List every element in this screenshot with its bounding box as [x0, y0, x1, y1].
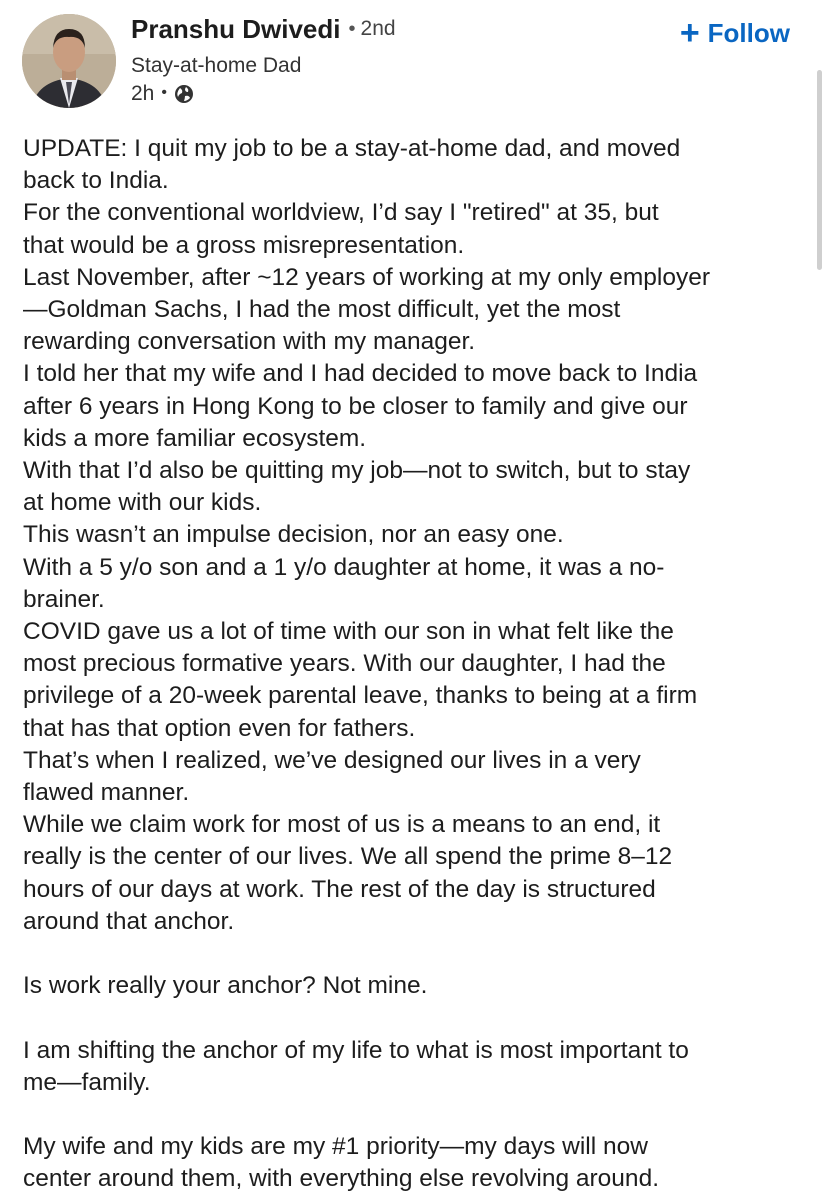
post-body-line: With a 5 y/o son and a 1 y/o daughter at home, it was a no-	[23, 553, 665, 581]
post-body-line: most precious formative years. With our daughter, I had the	[23, 650, 666, 678]
author-headline: Stay-at-home Dad	[131, 54, 302, 77]
post-body-line: at home with our kids.	[23, 489, 262, 517]
post-body-line: center around them, with everything else revolving around.	[23, 1165, 659, 1193]
post-body-line	[23, 1002, 813, 1034]
post-body-line: hours of our days at work. The rest of the day is structured	[23, 875, 656, 903]
post-body	[23, 133, 813, 1194]
post-body-line: after 6 years in Hong Kong to be closer to family and give our	[23, 392, 688, 420]
post-body-line: brainer.	[23, 585, 105, 613]
post-body-line: that would be a gross misrepresentation.	[23, 231, 465, 259]
post-body-line: flawed manner.	[23, 779, 190, 807]
post-body-line: really is the center of our lives. We all spend the prime 8–12	[23, 843, 673, 871]
post-header	[0, 0, 828, 130]
post-body-line: back to India.	[23, 167, 169, 195]
post-body-line: My wife and my kids are my #1 priority—my days will now	[23, 1133, 648, 1161]
post-body-line: rewarding conversation with my manager.	[23, 328, 476, 356]
connection-degree: 2nd	[360, 17, 396, 40]
post-time: 2h	[131, 82, 155, 105]
post-body-line: While we claim work for most of us is a means to an end, it	[23, 811, 661, 839]
separator-dot: •	[348, 18, 356, 40]
scrollbar[interactable]	[817, 70, 822, 270]
post-body-line: around that anchor.	[23, 907, 235, 935]
post-body-line: kids a more familiar ecosystem.	[23, 424, 367, 452]
post-body-line	[23, 938, 813, 970]
post-body-line: For the conventional worldview, I’d say I "retired" at 35, but	[23, 199, 659, 227]
post-body-line: —Goldman Sachs, I had the most difficult, yet the most	[23, 296, 621, 324]
follow-button[interactable]	[679, 13, 790, 52]
avatar-photo	[22, 14, 116, 108]
follow-label: Follow	[707, 18, 790, 48]
post-body-line: I told her that my wife and I had decided to move back to India	[23, 360, 698, 388]
post-body-line: Last November, after ~12 years of working at my only employer	[23, 263, 710, 291]
post-body-line: COVID gave us a lot of time with our son in what felt like the	[23, 618, 674, 646]
post-body-line: Is work really your anchor? Not mine.	[23, 972, 428, 1000]
post-body-line: With that I’d also be quitting my job—not to switch, but to stay	[23, 457, 691, 485]
author-name[interactable]: Pranshu Dwivedi	[131, 14, 341, 44]
post-body-line: This wasn’t an impulse decision, nor an easy one.	[23, 521, 564, 549]
post-body-line: me—family.	[23, 1068, 151, 1096]
globe-icon	[174, 84, 194, 104]
post-body-line: UPDATE: I quit my job to be a stay-at-home dad, and moved	[23, 135, 681, 162]
post-body-line: privilege of a 20-week parental leave, thanks to being at a firm	[23, 682, 698, 710]
post-meta	[131, 82, 194, 106]
author-name-line	[131, 14, 396, 45]
author-avatar[interactable]	[22, 14, 116, 108]
post-body-line: I am shifting the anchor of my life to what is most important to	[23, 1036, 689, 1064]
separator-dot: •	[161, 84, 167, 101]
plus-icon: +	[679, 13, 700, 52]
post-body-line	[23, 1099, 813, 1131]
post-body-line: that has that option even for fathers.	[23, 714, 416, 742]
post-body-line: That’s when I realized, we’ve designed our lives in a very	[23, 746, 641, 774]
